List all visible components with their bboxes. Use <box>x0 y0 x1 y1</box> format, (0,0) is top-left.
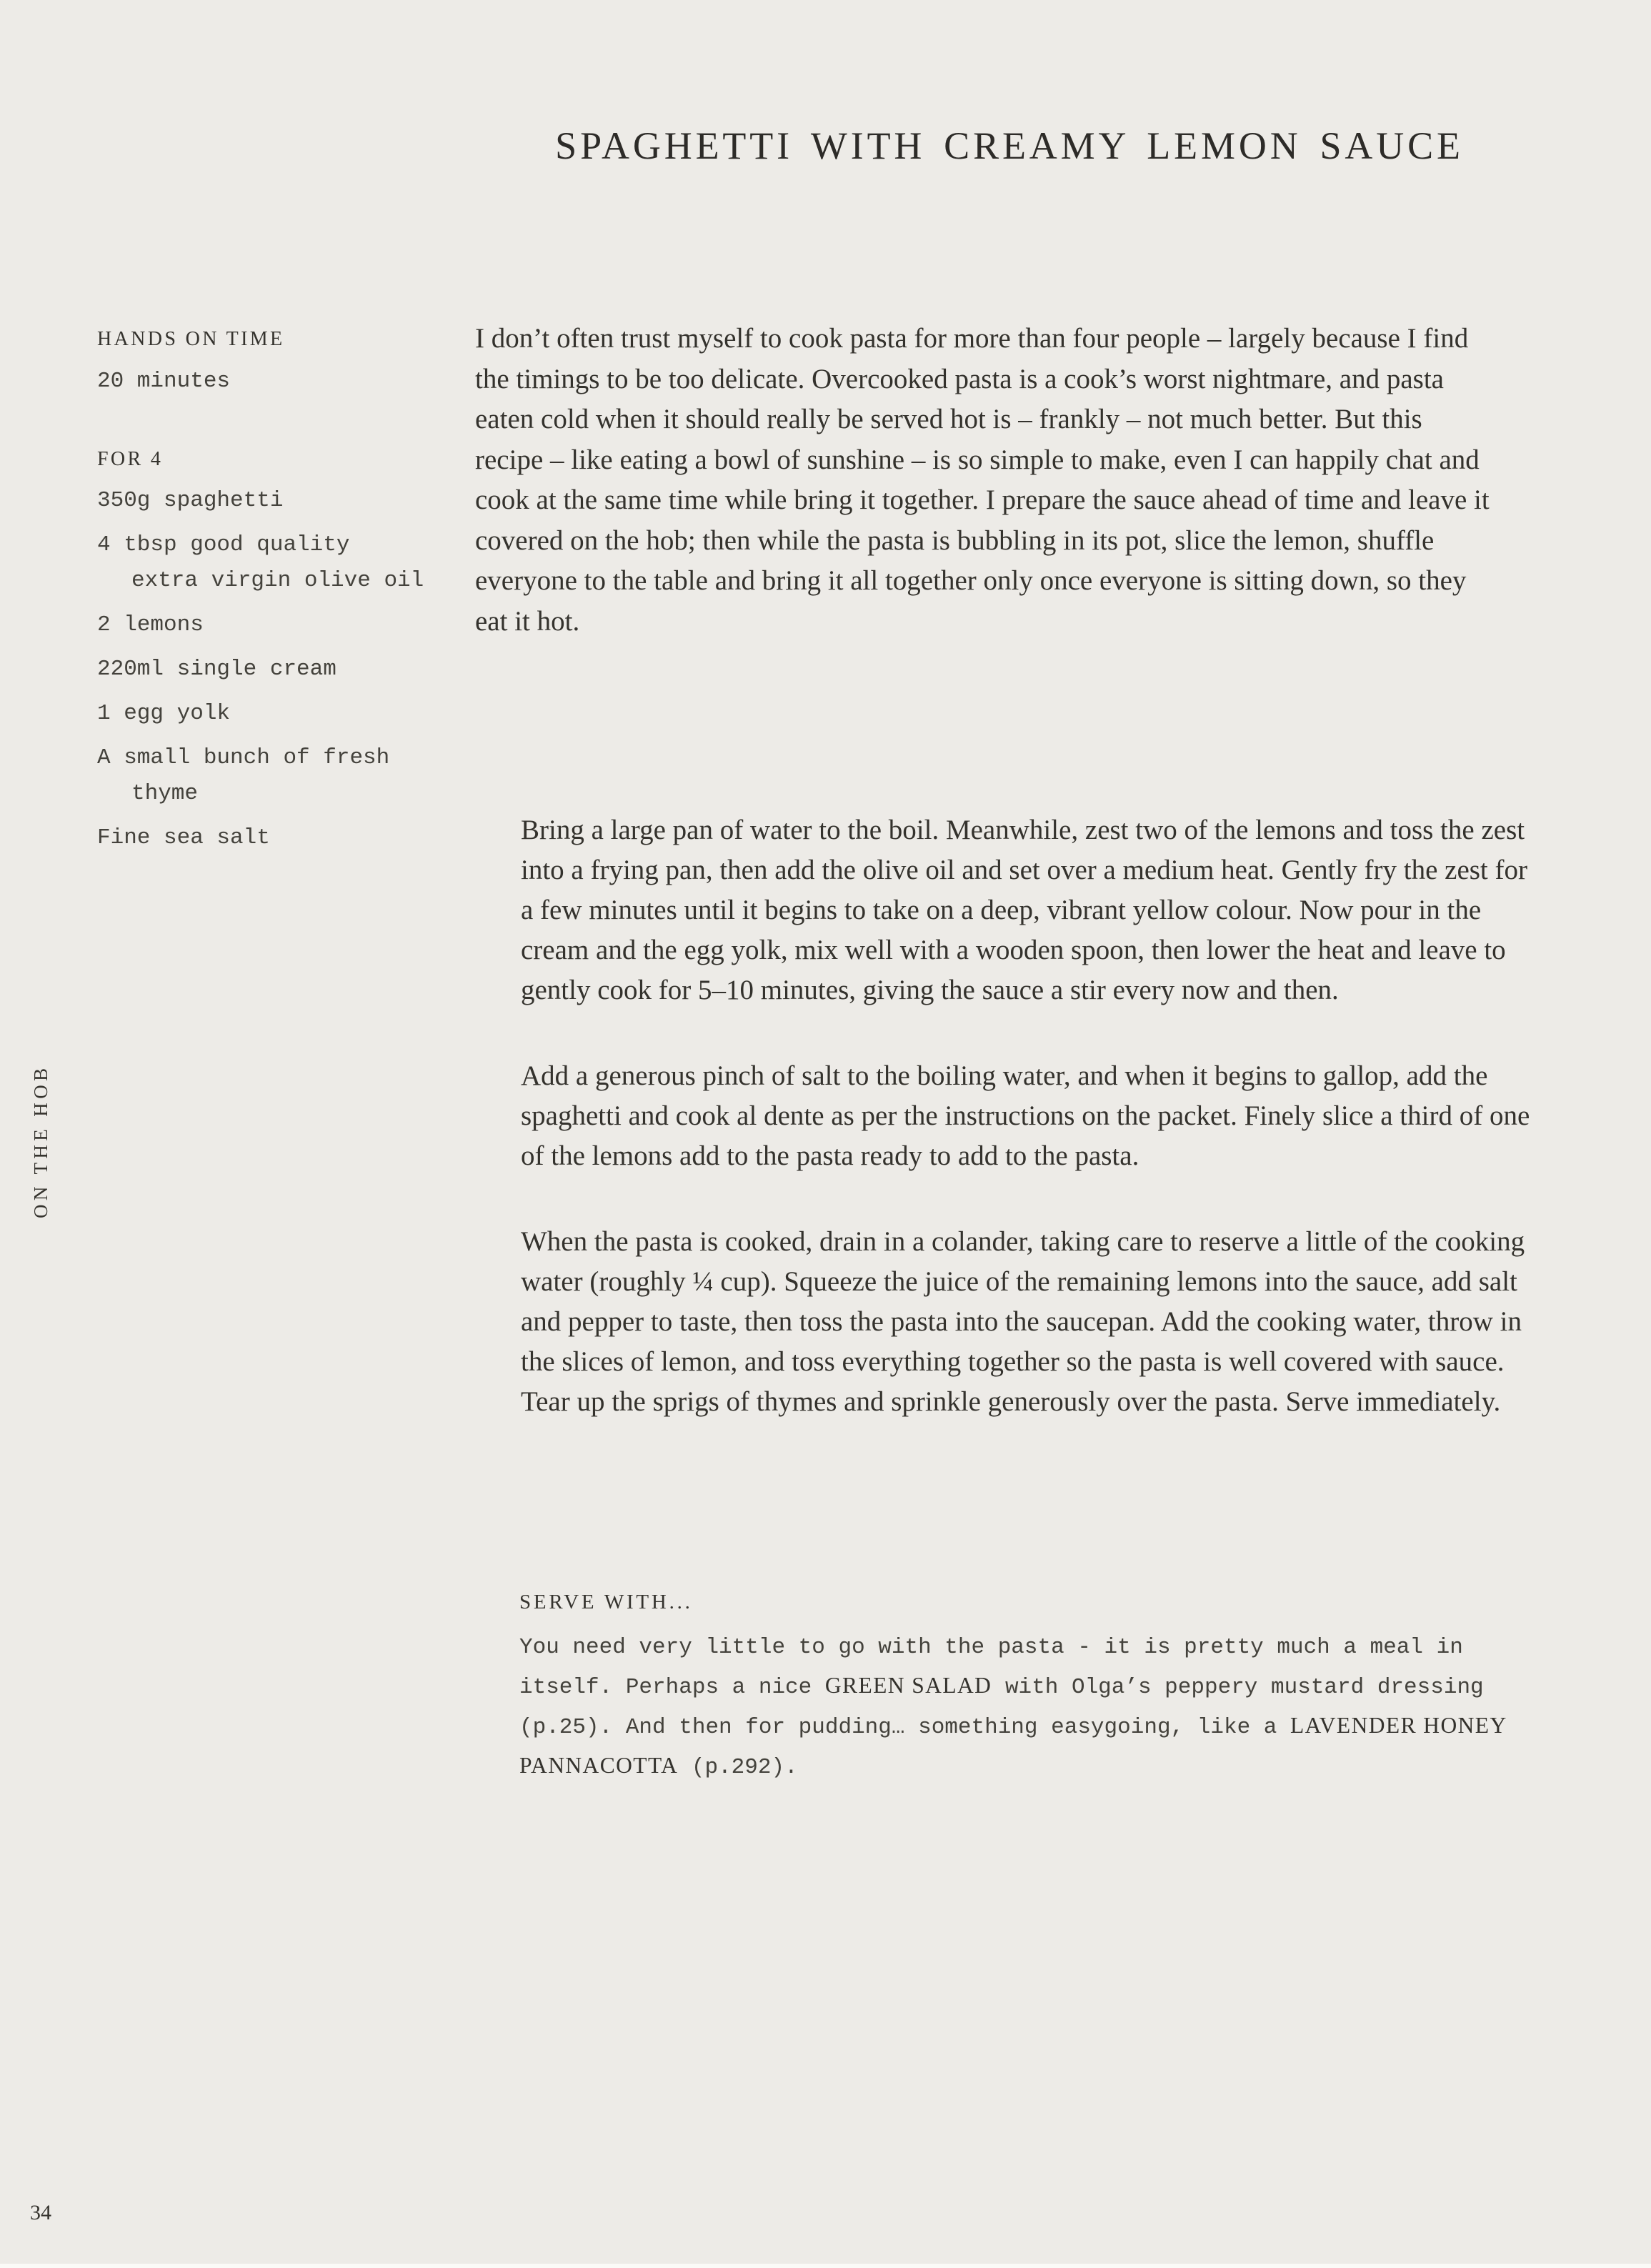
page-title: SPAGHETTI WITH CREAMY LEMON SAUCE <box>555 124 1464 168</box>
serve-with-heading: SERVE WITH... <box>519 1591 693 1613</box>
serve-with-segment: with Olga’s peppery mustard dressing (p.25). And then for pudding… something easygoing, like a <box>519 1675 1484 1740</box>
serve-with-text <box>519 1628 1520 1786</box>
hands-on-time-label: HANDS ON TIME <box>97 328 285 350</box>
serves-label: FOR 4 <box>97 448 164 470</box>
serve-with-section <box>519 1591 1520 1786</box>
ingredient-item: 1 egg yolk <box>97 701 231 726</box>
method-section <box>521 810 1535 1468</box>
method-paragraph: Bring a large pan of water to the boil. Meanwhile, zest two of the lemons and toss the zest into a frying pan, then add the olive oil and set over a medium heat. Gently fry the zest for a few minutes until it begins to take on a deep, vibrant yellow colour. Now pour in the cream and the egg yolk, mix well with a wooden spoon, then lower the heat and leave to gently cook for 5–10 minutes, giving the sauce a stir every now and then. <box>521 815 1527 1005</box>
ingredient-item: Fine sea salt <box>97 825 270 850</box>
serve-with-segment: (p.292). <box>678 1755 798 1780</box>
ingredient-item: 220ml single cream <box>97 657 336 682</box>
method-paragraph: When the pasta is cooked, drain in a colander, taking care to reserve a little of the cooking water (roughly ¼ cup). Squeeze the juice of the remaining lemons into the sauce, add salt and pepper to taste, then toss the pasta into the saucepan. Add the cooking water, throw in the slices of lemon, and toss everything together so the pasta is well covered with sauce. Tear up the sprigs of thymes and sprinkle generously over the pasta. Serve immediately. <box>521 1226 1525 1417</box>
chapter-side-label: ON THE HOB <box>30 1064 51 1218</box>
recipe-cross-reference: LAVENDER HONEY PANNACOTTA <box>519 1713 1507 1778</box>
ingredient-item: 4 tbsp good quality extra virgin olive oil <box>97 532 424 593</box>
hands-on-time-value: 20 minutes <box>97 369 231 394</box>
ingredient-item: 2 lemons <box>97 612 204 637</box>
ingredient-item: 350g spaghetti <box>97 488 284 513</box>
ingredients-list <box>97 483 426 865</box>
intro-paragraph: I don’t often trust myself to cook pasta for more than four people – largely because I find the timings to be too delicate. Overcooked pasta is a cook’s worst nightmare, and pasta eaten cold when it should really be served hot is – frankly – not much better. But this recipe – like eating a bowl of sunshine – is so simple to make, even I can happily chat and cook at the same time while bring it together. I prepare the sauce ahead of time and leave it covered on the hob; then while the pasta is bubbling in its pot, slice the lemon, shuffle everyone to the table and bring it all together only once everyone is sitting down, so they eat it hot. <box>475 323 1490 637</box>
serve-with-segment: You need very little to go with the pasta - it is pretty much a meal in itself. Perhaps a nice <box>519 1635 1463 1700</box>
page-edge <box>0 2264 1651 2268</box>
recipe-cross-reference: GREEN SALAD <box>824 1673 992 1698</box>
page-number: 34 <box>30 2201 51 2224</box>
ingredient-item: A small bunch of fresh thyme <box>97 745 390 806</box>
method-paragraph: Add a generous pinch of salt to the boiling water, and when it begins to gallop, add the spaghetti and cook al dente as per the instructions on the packet. Finely slice a third of one of the lemons add to the pasta ready to add to the pasta. <box>521 1060 1530 1171</box>
